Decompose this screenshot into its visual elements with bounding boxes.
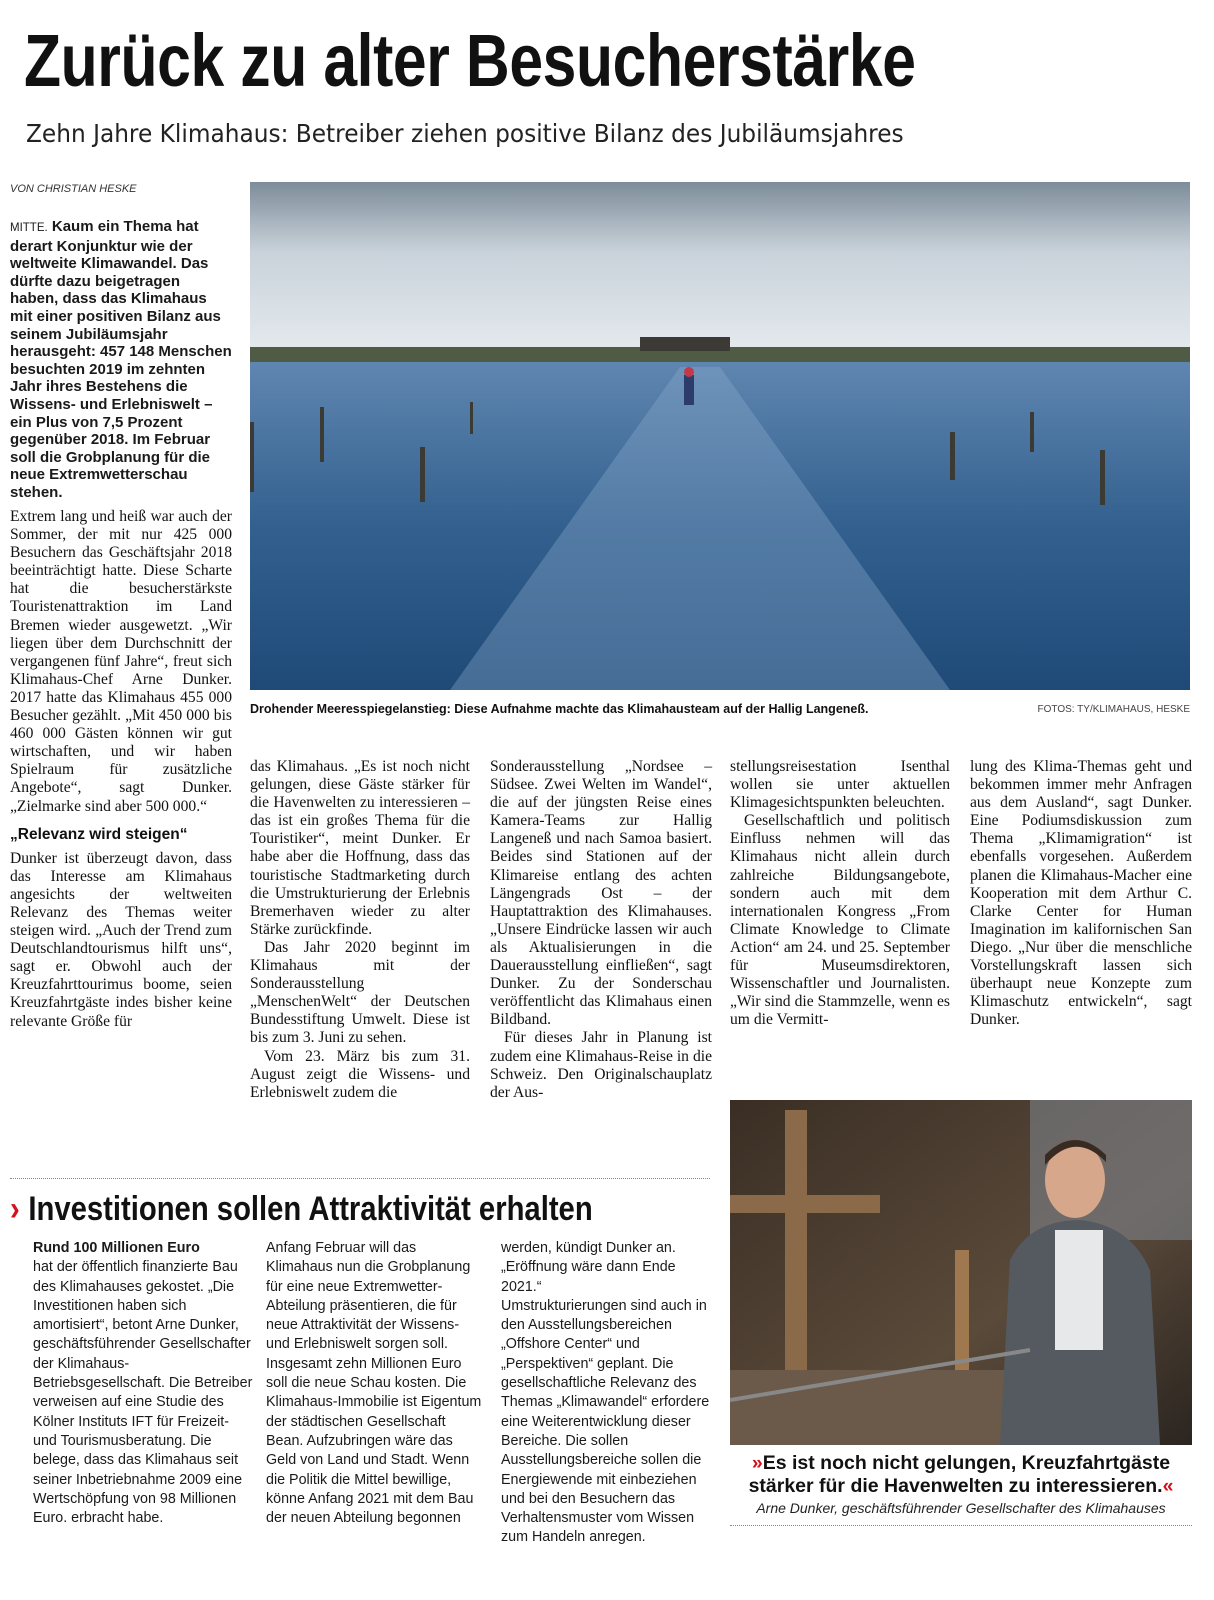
headline: Zurück zu alter Besucherstärke bbox=[24, 19, 916, 102]
paragraph: werden, kündigt Dunker an. „Eröffnung wäre dann Ende 2021.“ bbox=[501, 1240, 676, 1295]
dateline: MITTE. bbox=[10, 222, 48, 234]
paragraph: Anfang Februar will das Klimahaus nun die Grobplanung für eine neue Extremwetter-Abteilung präsentieren, die für neue Attraktivität der Wissens- und Erlebniswelt sorgen soll. Insgesamt zehn Millionen Euro soll die neue Schau kosten. Die Klimahaus-Immobilie ist Eigentum der städtischen Gesellschaft Bean. Aufzubringen wäre das Geld von Land und Stadt. Wenn die Politik die Mittel bewillige, könne Anfang 2021 mit dem Bau der neuen Abteilung begonnen bbox=[266, 1240, 482, 1527]
paragraph: Vom 23. März bis zum 31. August zeigt die Wissens- und Erlebniswelt zudem die bbox=[250, 1047, 470, 1101]
main-photo-flooded-hallig bbox=[250, 182, 1190, 690]
paragraph: Extrem lang und heiß war auch der Sommer, der mit nur 425 000 Besuchern das Geschäftsjahr 2018 beeinträchtigt hatte. Diese Scharte hat die besucherstärkste Touristenattraktion im Land Bremen wieder ausgewetzt. „Wir liegen über dem Durchschnitt der vergangenen fünf Jahre“, freut sich Klimahaus-Chef Arne Dunker. 2017 hatte das Klimahaus 455 000 Besucher gezählt. „Mit 450 000 bis 460 000 Gästen können wir gut wirtschaften, und wir haben Spielraum für zusätzliche Angebote“, sagt Dunker. „Zielmarke sind aber 500 000.“ bbox=[10, 508, 232, 815]
paragraph: stellungsreisestation Isenthal wollen sie unter aktuellen Klimagesichtspunkten beleuchten. bbox=[730, 758, 950, 812]
subheadline: Zehn Jahre Klimahaus: Betreiber ziehen positive Bilanz des Jubiläumsjahres bbox=[26, 119, 904, 148]
article-column-1 bbox=[10, 508, 232, 1031]
photo-credit: FOTOS: TY/KLIMAHAUS, HESKE bbox=[1037, 704, 1190, 715]
paragraph: lung des Klima-Themas geht und bekommen immer mehr Anfragen aus dem Ausland“, sagt Dunker. Eine Podiumsdiskussion zum Thema „Klimamigration“ ist ebenfalls vorgesehen. Außerdem planen die Klimahaus-Macher eine Kooperation mit dem Arthur C. Clarke Center for Human Imagination im kalifornischen San Diego. „Nur über die menschliche Vorstellungskraft lassen sich überhaupt neue Konzepte zum Klimaschutz entwickeln“, sagt Dunker. bbox=[970, 758, 1192, 1029]
paragraph: Dunker ist überzeugt davon, dass das Interesse am Klimahaus angesichts der weltweiten Relevanz des Themas weiter steigen wird. „Auch der Trend zum Deutschlandtourismus hilft uns“, sagt er. Obwohl auch der Kreuzfahrttourimus boome, seien Kreuzfahrtgäste indes bisher keine relevante Größe für bbox=[10, 849, 232, 1030]
paragraph: Das Jahr 2020 beginnt im Klimahaus mit der Sonderausstellung „MenschenWelt“ der Deutschen Bundesstiftung Umwelt. Diese ist bis zum 3. Juni zu sehen. bbox=[250, 938, 470, 1047]
paragraph: Gesellschaftlich und politisch Einfluss nehmen will das Klimahaus nicht allein durch zahlreiche Bildungsangebote, sondern auch mit dem internationalen Kongress „From Climate Knowledge to Climate Action“ am 24. und 25. September für Museumsdirektoren, Wissenschaftler und Journalisten. „Wir sind die Stammzelle, wenn es um die Vermitt- bbox=[730, 812, 950, 1029]
subheading: „Relevanz wird steigen“ bbox=[10, 825, 188, 843]
pull-quote bbox=[730, 1452, 1192, 1498]
box-lead-bold: Rund 100 Millionen Euro bbox=[33, 1240, 200, 1256]
paragraph: Für dieses Jahr in Planung ist zudem eine Klimahaus-Reise in die Schweiz. Den Originalschauplatz der Aus- bbox=[490, 1029, 712, 1101]
paragraph: das Klimahaus. „Es ist noch nicht gelungen, diese Gäste stärker für die Havenwelten zu interessieren – das ist ein großes Thema für die Touristiker“, meint Dunker. Er habe aber die Hoffnung, dass das touristische Stadtmarketing durch die Umstrukturierung der Erlebnis Bremerhaven wieder zu alter Stärke zurückfinde. bbox=[250, 758, 470, 938]
lead-text: Kaum ein Thema hat derart Konjunktur wie der weltweite Klimawandel. Das dürfte dazu beigetragen haben, dass das Klimahaus mit einer positiven Bilanz aus seinem Jubiläumsjahr herausgeht: 457 148 Menschen besuchten 2019 im zehnten Jahr ihres Bestehens die Wissens- und Erlebniswelt – ein Plus von 7,5 Prozent gegenüber 2018. Im Februar soll die Grobplanung für die neue Extremwetterschau stehen. bbox=[10, 218, 232, 501]
chevron-icon: › bbox=[10, 1190, 20, 1228]
box-column-1 bbox=[33, 1239, 253, 1528]
byline: VON CHRISTIAN HESKE bbox=[10, 183, 137, 195]
box-headline-text: Investitionen sollen Attraktivität erhalten bbox=[28, 1190, 593, 1228]
article-column-5 bbox=[970, 758, 1192, 1029]
paragraph: Sonderausstellung „Nordsee – Südsee. Zwei Welten im Wandel“, die auf der jüngsten Reise eines Kamera-Teams zur Hallig Langeneß und nach Samoa basiert. Beides sind Stationen auf der Klimareise entlang des achten Längengrads Ost – der Hauptattraktion des Klimahauses. „Unsere Eindrücke lassen wir auch als Aktualisierungen in die Dauerausstellung einfließen“, sagt Dunker. Zu der Sonderschau veröffentlicht das Klimahaus einen Bildband. bbox=[490, 758, 712, 1029]
portrait-photo-arne-dunker bbox=[730, 1100, 1192, 1445]
lead-paragraph bbox=[10, 218, 232, 502]
paragraph: hat der öffentlich finanzierte Bau des Klimahauses gekostet. „Die Investitionen haben sich amortisiert“, betont Arne Dunker, geschäftsführender Gesellschafter der Klimahaus-Betriebsgesellschaft. Die Betreiber verweisen auf eine Studie des Kölner Instituts IFT für Freizeit- und Tourismusberatung. Die belege, dass das Klimahaus seit seiner Inbetriebnahme 2009 eine Wertschöpfung von 98 Millionen Euro. erbracht habe. bbox=[33, 1259, 253, 1527]
quote-attribution: Arne Dunker, geschäftsführender Gesellschafter des Klimahauses bbox=[756, 1500, 1166, 1516]
box-headline bbox=[10, 1190, 593, 1229]
box-column-3 bbox=[501, 1239, 716, 1548]
divider bbox=[10, 1178, 710, 1179]
box-column-2 bbox=[266, 1239, 484, 1528]
paragraph: Umstrukturierungen sind auch in den Ausstellungsbereichen „Offshore Center“ und „Perspektiven“ geplant. Die gesellschaftliche Relevanz des Themas „Klimawandel“ erfordere eine Weiterentwicklung dieser Bereiche. Die sollen Ausstellungsbereiche sollen die Energiewende mit einbeziehen und bei den Besuchern das Verhaltensmuster vom Wissen zum Handeln anregen. bbox=[501, 1297, 710, 1546]
article-column-3 bbox=[490, 758, 712, 1102]
article-column-2 bbox=[250, 758, 470, 1102]
divider bbox=[730, 1525, 1192, 1526]
quote-text: Es ist noch nicht gelungen, Kreuzfahrtgäste stärker für die Havenwelten zu interessieren. bbox=[748, 1452, 1171, 1497]
quote-close-mark: « bbox=[1162, 1475, 1174, 1497]
quote-open-mark: » bbox=[751, 1452, 763, 1474]
photo-caption: Drohender Meeresspiegelanstieg: Diese Aufnahme machte das Klimahausteam auf der Hallig Langeneß. bbox=[250, 702, 869, 716]
article-column-4 bbox=[730, 758, 950, 1029]
